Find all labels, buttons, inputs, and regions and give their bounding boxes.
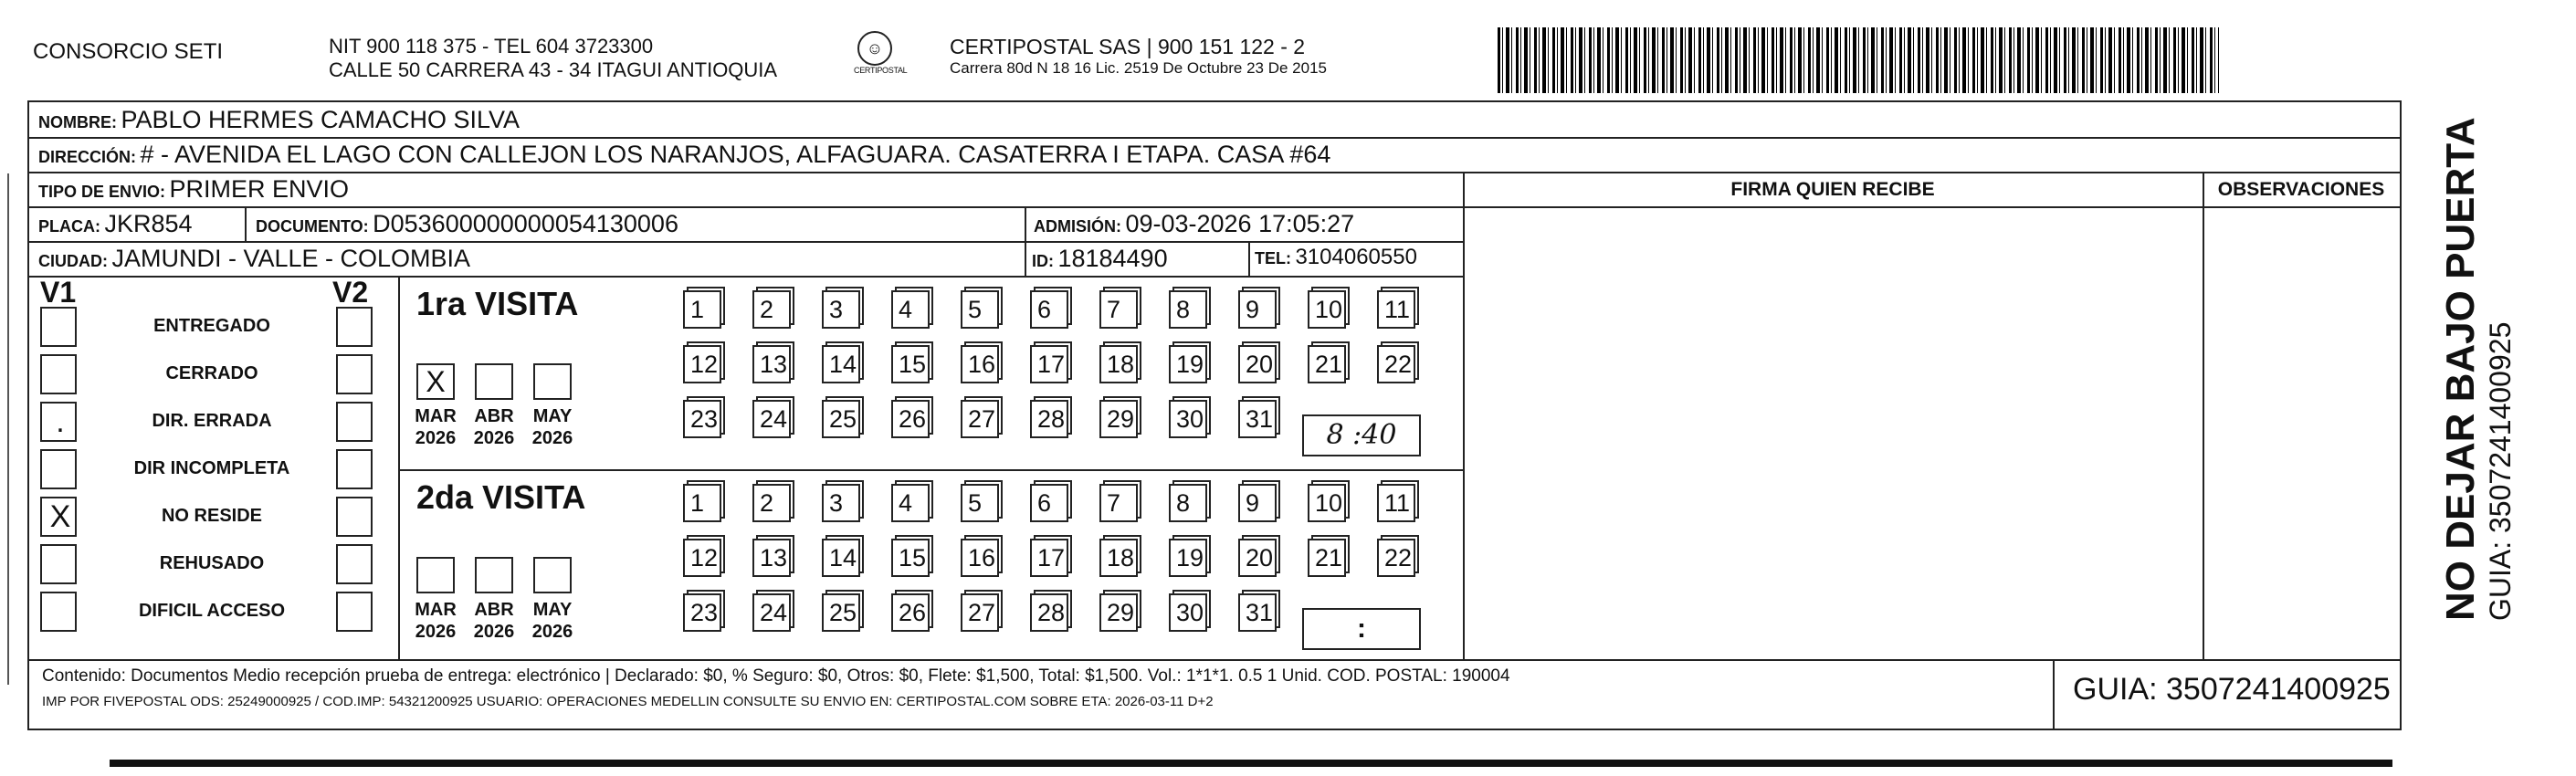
day-box[interactable]: 11 <box>1377 484 1415 522</box>
month-checkbox[interactable] <box>475 557 513 593</box>
visit2-time[interactable]: : <box>1302 608 1421 650</box>
documento-label: DOCUMENTO: <box>256 217 369 236</box>
day-box[interactable]: 14 <box>822 539 860 577</box>
logo-caption: CERTIPOSTAL <box>854 66 908 75</box>
day-box[interactable]: 21 <box>1308 539 1346 577</box>
status-option-label: DIR. ERRADA <box>152 411 272 431</box>
day-box[interactable]: 7 <box>1099 484 1138 522</box>
status-option-label: DIR INCOMPLETA <box>133 458 290 478</box>
day-box[interactable]: 25 <box>822 400 860 438</box>
nombre-value: PABLO HERMES CAMACHO SILVA <box>121 106 520 133</box>
day-box[interactable]: 15 <box>891 539 930 577</box>
day-box[interactable]: 9 <box>1238 290 1277 329</box>
delivery-form <box>27 100 2402 730</box>
day-box[interactable]: 22 <box>1377 345 1415 383</box>
day-box[interactable]: 5 <box>961 290 999 329</box>
v1-mark: X <box>49 499 71 534</box>
day-box[interactable]: 3 <box>822 484 860 522</box>
day-box[interactable]: 16 <box>961 345 999 383</box>
v2-header: V2 <box>332 276 369 309</box>
status-option-label: ENTREGADO <box>153 316 270 336</box>
visit1-title: 1ra VISITA <box>416 285 579 322</box>
month-checkbox[interactable] <box>533 363 572 400</box>
direccion-label: DIRECCIÓN: <box>38 148 136 166</box>
direccion-row <box>38 141 1330 169</box>
day-box[interactable]: 18 <box>1099 539 1138 577</box>
day-box[interactable]: 24 <box>752 400 791 438</box>
no-dejar-bajo-puerta: NO DEJAR BAJO PUERTA <box>2438 117 2483 621</box>
day-box[interactable]: 25 <box>822 593 860 632</box>
day-box[interactable]: 27 <box>961 593 999 632</box>
tel-label: TEL: <box>1255 249 1291 267</box>
day-box[interactable]: 10 <box>1308 290 1346 329</box>
day-box[interactable]: 13 <box>752 539 791 577</box>
day-box[interactable]: 31 <box>1238 400 1277 438</box>
day-box[interactable]: 9 <box>1238 484 1277 522</box>
placa-field <box>38 210 193 238</box>
side-notice <box>2438 117 2518 621</box>
day-box[interactable]: 1 <box>683 290 721 329</box>
month-checkbox[interactable] <box>475 363 513 400</box>
visit1-time[interactable]: 8 :40 <box>1302 414 1421 456</box>
day-box[interactable]: 14 <box>822 345 860 383</box>
month-label: ABR 2026 <box>473 406 515 448</box>
day-box[interactable]: 4 <box>891 290 930 329</box>
ciudad-value: JAMUNDI - VALLE - COLOMBIA <box>111 245 471 272</box>
bottom-edge <box>110 760 2392 767</box>
day-box[interactable]: 24 <box>752 593 791 632</box>
id-field <box>1032 245 1168 273</box>
month-label: MAY 2026 <box>531 406 573 448</box>
v2-checkbox[interactable] <box>336 544 373 584</box>
day-box[interactable]: 2 <box>752 484 791 522</box>
side-guia: GUIA: 3507241400925 <box>2484 321 2517 621</box>
v2-checkbox[interactable] <box>336 592 373 632</box>
v1-mark: . <box>56 404 65 439</box>
month-checkbox[interactable]: X <box>416 363 455 400</box>
status-option-label: NO RESIDE <box>161 506 263 526</box>
status-option-label: DIFICIL ACCESO <box>138 601 285 621</box>
day-box[interactable]: 12 <box>683 539 721 577</box>
company-info <box>329 35 777 82</box>
tipo-row <box>38 175 349 204</box>
day-box[interactable]: 26 <box>891 593 930 632</box>
day-box[interactable]: 19 <box>1169 539 1207 577</box>
day-box[interactable]: 6 <box>1030 484 1068 522</box>
ciudad-field <box>38 245 470 273</box>
barcode <box>1498 27 2219 93</box>
tipo-label: TIPO DE ENVIO: <box>38 183 166 201</box>
day-box[interactable]: 11 <box>1377 290 1415 329</box>
day-box[interactable]: 17 <box>1030 539 1068 577</box>
observaciones-header: OBSERVACIONES <box>2217 179 2385 200</box>
brand-name: CONSORCIO SETI <box>33 39 224 64</box>
month-label: ABR 2026 <box>473 600 515 642</box>
day-box[interactable]: 20 <box>1238 345 1277 383</box>
day-box[interactable]: 28 <box>1030 593 1068 632</box>
direccion-value: # - AVENIDA EL LAGO CON CALLEJON LOS NARANJOS, ALFAGUARA. CASATERRA I ETAPA. CASA #64 <box>140 141 1331 168</box>
day-box[interactable]: 31 <box>1238 593 1277 632</box>
day-box[interactable]: 20 <box>1238 539 1277 577</box>
day-box[interactable]: 12 <box>683 345 721 383</box>
day-box[interactable]: 26 <box>891 400 930 438</box>
month-label: MAY 2026 <box>531 600 573 642</box>
v1-checkbox[interactable] <box>40 449 77 489</box>
print-info: IMP POR FIVEPOSTAL ODS: 25249000925 / COD.IMP: 54321200925 USUARIO: OPERACIONES MEDELLIN CONSULTE SU ENVIO EN: CERTIPOSTAL.COM SOBRE ETA: 2026-03-11 D+2 <box>42 694 1214 709</box>
ciudad-label: CIUDAD: <box>38 252 108 270</box>
day-box[interactable]: 29 <box>1099 400 1138 438</box>
placa-label: PLACA: <box>38 217 100 236</box>
month-label: MAR 2026 <box>415 600 457 642</box>
day-box[interactable]: 17 <box>1030 345 1068 383</box>
v1-checkbox[interactable] <box>40 544 77 584</box>
day-box[interactable]: 23 <box>683 593 721 632</box>
day-box[interactable]: 15 <box>891 345 930 383</box>
day-box[interactable]: 1 <box>683 484 721 522</box>
visit2-title: 2da VISITA <box>416 478 586 516</box>
day-box[interactable]: 3 <box>822 290 860 329</box>
day-box[interactable]: 30 <box>1169 593 1207 632</box>
id-value: 18184490 <box>1057 245 1168 272</box>
address-line: CALLE 50 CARRERA 43 - 34 ITAGUI ANTIOQUIA <box>329 58 778 81</box>
day-box[interactable]: 8 <box>1169 290 1207 329</box>
day-box[interactable]: 30 <box>1169 400 1207 438</box>
firma-header: FIRMA QUIEN RECIBE <box>1730 179 1935 200</box>
status-option-label: REHUSADO <box>159 553 265 573</box>
nombre-label: NOMBRE: <box>38 113 117 131</box>
certipostal-nit: CERTIPOSTAL SAS | 900 151 122 - 2 <box>950 35 1306 58</box>
day-box[interactable]: 7 <box>1099 290 1138 329</box>
v1-checkbox[interactable] <box>40 402 77 442</box>
day-box[interactable]: 29 <box>1099 593 1138 632</box>
edge-line <box>7 173 9 685</box>
id-label: ID: <box>1032 252 1054 270</box>
admision-field <box>1034 210 1354 238</box>
admision-value: 09-03-2026 17:05:27 <box>1125 210 1355 237</box>
day-box[interactable]: 27 <box>961 400 999 438</box>
day-box[interactable]: 23 <box>683 400 721 438</box>
status-option-label: CERRADO <box>165 363 258 383</box>
guia-number: GUIA: 3507241400925 <box>2073 672 2391 707</box>
day-box[interactable]: 13 <box>752 345 791 383</box>
certipostal-info <box>950 35 1327 78</box>
nit-line: NIT 900 118 375 - TEL 604 3723300 <box>329 35 654 58</box>
month-label: MAR 2026 <box>415 406 457 448</box>
certipostal-logo <box>854 31 908 88</box>
day-box[interactable]: 21 <box>1308 345 1346 383</box>
tipo-value: PRIMER ENVIO <box>169 175 350 203</box>
admision-label: ADMISIÓN: <box>1034 217 1121 236</box>
day-box[interactable]: 4 <box>891 484 930 522</box>
day-box[interactable]: 5 <box>961 484 999 522</box>
v1-checkbox[interactable] <box>40 592 77 632</box>
day-box[interactable]: 18 <box>1099 345 1138 383</box>
certipostal-license: Carrera 80d N 18 16 Lic. 2519 De Octubre 23 De 2015 <box>950 59 1327 77</box>
month-checkbox[interactable] <box>416 557 455 593</box>
day-box[interactable]: 8 <box>1169 484 1207 522</box>
v1-header: V1 <box>40 276 77 309</box>
v2-checkbox[interactable] <box>336 449 373 489</box>
documento-value: D053600000000054130006 <box>373 210 678 237</box>
day-box[interactable]: 10 <box>1308 484 1346 522</box>
day-box[interactable]: 6 <box>1030 290 1068 329</box>
day-box[interactable]: 2 <box>752 290 791 329</box>
v1-checkbox[interactable] <box>40 307 77 347</box>
logo-icon: ☺ <box>857 31 892 66</box>
v2-checkbox[interactable] <box>336 307 373 347</box>
day-box[interactable]: 16 <box>961 539 999 577</box>
content-summary: Contenido: Documentos Medio recepción prueba de entrega: electrónico | Declarado: $0, % Seguro: $0, Otros: $0, Flete: $1,500, Total: $1,500. Vol.: 1*1*1. 0.5 1 Unid. COD. POSTAL: 190004 <box>42 666 1510 686</box>
day-box[interactable]: 22 <box>1377 539 1415 577</box>
placa-value: JKR854 <box>104 210 193 237</box>
day-box[interactable]: 28 <box>1030 400 1068 438</box>
v1-checkbox[interactable] <box>40 497 77 537</box>
v2-checkbox[interactable] <box>336 402 373 442</box>
v1-checkbox[interactable] <box>40 354 77 394</box>
day-box[interactable]: 19 <box>1169 345 1207 383</box>
v2-checkbox[interactable] <box>336 354 373 394</box>
documento-field <box>256 210 678 238</box>
month-checkbox[interactable] <box>533 557 572 593</box>
tel-value: 3104060550 <box>1295 245 1417 269</box>
nombre-row <box>38 106 520 134</box>
v2-checkbox[interactable] <box>336 497 373 537</box>
tel-field <box>1255 245 1417 270</box>
